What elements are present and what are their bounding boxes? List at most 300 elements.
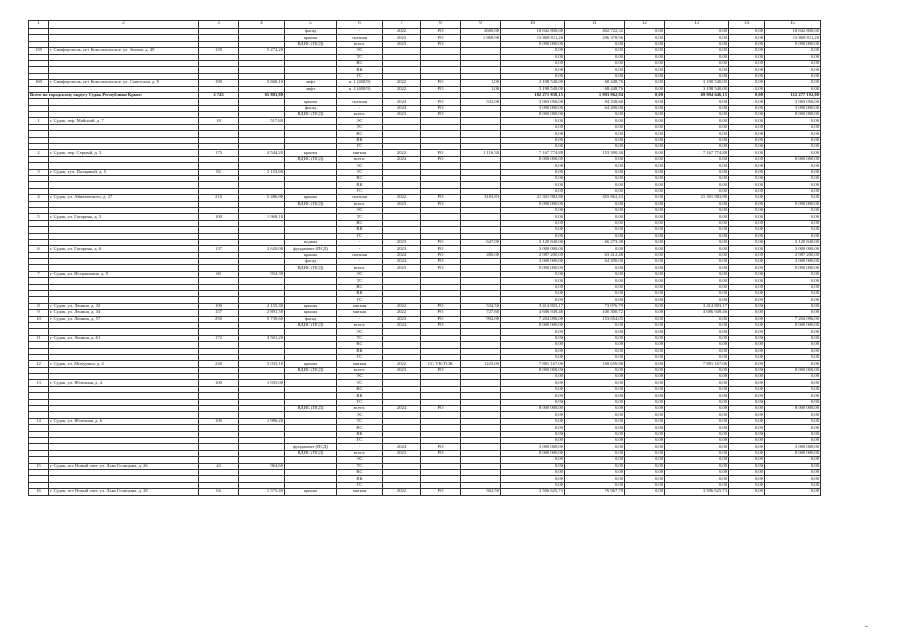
- table-cell-col-14: 0,00: [729, 214, 765, 220]
- table-cell-col-4: 2 152,68: [239, 169, 285, 175]
- table-cell-col-8: РО: [421, 259, 461, 265]
- table-cell-col-3: 139: [199, 48, 239, 54]
- table-cell-col-15: 7 204 096,00: [765, 316, 821, 322]
- table-cell-col-10: 8 000 000,00: [501, 406, 565, 412]
- table-cell-col-11: 0,00: [565, 342, 625, 348]
- table-cell-col-6: ТС: [337, 54, 383, 60]
- column-number-header-row: [29, 21, 821, 29]
- table-cell-col-9: 992,00: [461, 316, 501, 322]
- table-cell-col-6: ГС: [337, 438, 383, 444]
- column-header-4: 4: [239, 21, 285, 29]
- table-cell-col-15: 0,00: [765, 124, 821, 130]
- table-cell-col-14: 0,00: [729, 386, 765, 392]
- table-cell-col-6: ВК: [337, 431, 383, 437]
- table-cell-col-6: ТС: [337, 463, 383, 469]
- table-cell-col-11: 153 654,05: [565, 316, 625, 322]
- table-cell-col-13: 0,00: [665, 348, 729, 354]
- table-cell-col-11: 0,00: [565, 112, 625, 118]
- table-cell-col-12: 0,00: [625, 489, 665, 495]
- table-cell-col-11: 0,00: [565, 329, 625, 335]
- table-cell-col-15: 8 000 000,00: [765, 112, 821, 118]
- table-cell-col-12: 0,00: [625, 367, 665, 373]
- table-cell-col-12: 0,00: [625, 265, 665, 271]
- table-cell-col-11: 0,00: [565, 67, 625, 73]
- table-cell-col-14: 0,00: [729, 118, 765, 124]
- table-cell-col-1: 12: [29, 361, 49, 367]
- table-cell-col-3: 175: [199, 150, 239, 156]
- table-cell-col-12: 0,00: [625, 124, 665, 130]
- table-cell-col-15: 0,00: [765, 233, 821, 239]
- table-cell-col-13: 69 994 646,15: [665, 92, 729, 98]
- table-cell-col-14: 0,00: [729, 86, 765, 92]
- table-cell-col-13: 0,00: [665, 144, 729, 150]
- table-cell-col-13: 0,00: [665, 201, 729, 207]
- table-cell-col-2: г. Судак, ул. Айвазовского, д. 27: [49, 195, 199, 201]
- table-cell-col-15: 0,00: [765, 118, 821, 124]
- table-cell-col-15: 0,00: [765, 188, 821, 194]
- table-cell-col-13: 7 881 167,06: [665, 361, 729, 367]
- table-cell-col-4: 4 544,20: [239, 150, 285, 156]
- table-cell-col-10: 0,00: [501, 412, 565, 418]
- table-cell-col-5: фасад: [285, 29, 337, 35]
- table-cell-col-14: 0,00: [729, 482, 765, 488]
- table-cell-col-3: 100: [199, 214, 239, 220]
- table-cell-col-14: 0,00: [729, 418, 765, 424]
- table-cell-col-12: 0,00: [625, 412, 665, 418]
- table-cell-col-12: 0,00: [625, 271, 665, 277]
- table-cell-col-5: крыша: [285, 489, 337, 495]
- table-cell-col-15: 0,00: [765, 137, 821, 143]
- table-cell-col-12: 0,00: [625, 35, 665, 41]
- table-cell-col-13: 0,00: [665, 246, 729, 252]
- table-cell-col-15: 0,00: [765, 175, 821, 181]
- table-cell-col-3: 100: [199, 418, 239, 424]
- table-cell-col-14: 0,00: [729, 54, 765, 60]
- table-cell-col-14: 0,00: [729, 380, 765, 386]
- table-cell-col-15: 0,00: [765, 54, 821, 60]
- table-cell-col-7: 2023: [383, 246, 421, 252]
- table-cell-col-12: 0,00: [625, 354, 665, 360]
- table-cell-col-15: 0,00: [765, 329, 821, 335]
- table-cell-col-12: 0,00: [625, 214, 665, 220]
- table-cell-col-8: РО: [421, 239, 461, 245]
- table-cell-col-4: 1 575,40: [239, 489, 285, 495]
- table-cell-col-12: 0,00: [625, 220, 665, 226]
- table-cell-col-13: 0,00: [665, 259, 729, 265]
- table-cell-col-1: 2: [29, 150, 49, 156]
- table-cell-col-1: 4: [29, 195, 49, 201]
- table-cell-col-9: 400,00: [461, 252, 501, 258]
- table-cell-col-13: 0,00: [665, 124, 729, 130]
- table-cell-col-12: 0,00: [625, 105, 665, 111]
- table-cell-col-12: 0,00: [625, 393, 665, 399]
- table-cell-col-12: 0,00: [625, 246, 665, 252]
- table-body: [29, 21, 821, 496]
- table-cell-col-14: 0,00: [729, 316, 765, 322]
- table-cell-col-13: 0,00: [665, 131, 729, 137]
- table-cell-col-7: 2024: [383, 444, 421, 450]
- table-cell-col-6: всего:: [337, 41, 383, 47]
- table-cell-col-1: 8: [29, 303, 49, 309]
- table-cell-col-6: ТС: [337, 278, 383, 284]
- table-cell-col-13: 0,00: [665, 207, 729, 213]
- table-cell-col-15: 3 965 056,00: [765, 99, 821, 105]
- table-cell-col-7: 2023: [383, 201, 421, 207]
- table-cell-col-6: ЭС: [337, 207, 383, 213]
- table-cell-col-8: РО: [421, 246, 461, 252]
- table-cell-col-10: 0,00: [501, 386, 565, 392]
- table-cell-col-10: 0,00: [501, 233, 565, 239]
- table-cell-col-6: скатная: [337, 195, 383, 201]
- table-cell-col-6: ГС: [337, 354, 383, 360]
- column-header-1: 1: [29, 21, 49, 29]
- table-cell-col-6: -: [337, 246, 383, 252]
- table-cell-col-7: 2022: [383, 150, 421, 156]
- table-cell-col-11: 0,00: [565, 482, 625, 488]
- table-cell-col-7: 2023: [383, 316, 421, 322]
- table-cell-col-12: 0,00: [625, 195, 665, 201]
- table-cell-col-6: ТС: [337, 418, 383, 424]
- table-cell-col-4: 5 274,20: [239, 48, 285, 54]
- table-cell-col-14: 0,00: [729, 348, 765, 354]
- table-cell-col-11: 0,00: [565, 386, 625, 392]
- table-cell-col-6: ВС: [337, 386, 383, 392]
- table-cell-col-13: 0,00: [665, 99, 729, 105]
- table-cell-col-6: мягкая: [337, 303, 383, 309]
- table-cell-col-12: 0,00: [625, 335, 665, 341]
- table-cell-col-12: 0,00: [625, 406, 665, 412]
- table-cell-col-7: 2023: [383, 112, 421, 118]
- total-label: Всего по городскому округу Судак Республики Крым:: [29, 92, 199, 98]
- table-cell-col-1: 159: [29, 48, 49, 54]
- table-cell-col-12: 0,00: [625, 233, 665, 239]
- table-cell-col-6: ГС: [337, 73, 383, 79]
- column-header-5: 5: [285, 21, 337, 29]
- table-cell-col-5: ВДИС (ПСД): [285, 450, 337, 456]
- table-cell-col-14: 0,00: [729, 374, 765, 380]
- table-cell-col-15: 3 000 000,00: [765, 246, 821, 252]
- table-cell-col-5: крыша: [285, 35, 337, 41]
- table-cell-col-13: 0,00: [665, 476, 729, 482]
- table-cell-col-14: 0,00: [729, 80, 765, 86]
- table-cell-col-11: 0,00: [565, 463, 625, 469]
- table-cell-col-11: 0,00: [565, 54, 625, 60]
- table-cell-col-12: 0,00: [625, 310, 665, 316]
- table-cell-col-8: РО: [421, 29, 461, 35]
- table-cell-col-13: 0,00: [665, 41, 729, 47]
- table-cell-col-5: ВДИС (ПСД): [285, 322, 337, 328]
- table-cell-col-10: 8 000 000,00: [501, 112, 565, 118]
- table-cell-col-14: 0,00: [729, 322, 765, 328]
- table-cell-col-15: 0,00: [765, 310, 821, 316]
- table-cell-col-5: крыша: [285, 195, 337, 201]
- table-cell-col-12: 0,00: [625, 92, 665, 98]
- table-cell-col-3: 2 743: [199, 92, 239, 98]
- table-cell-col-7: 2022: [383, 86, 421, 92]
- table-cell-col-5: фундамент (ПСД): [285, 444, 337, 450]
- table-cell-col-12: 0,00: [625, 86, 665, 92]
- table-cell-col-11: 0,00: [565, 431, 625, 437]
- table-cell-col-15: 2 987 200,00: [765, 252, 821, 258]
- table-cell-col-14: 0,00: [729, 271, 765, 277]
- table-cell-col-12: 0,00: [625, 361, 665, 367]
- table-cell-col-5: фасад: [285, 105, 337, 111]
- table-cell-col-14: 0,00: [729, 297, 765, 303]
- table-cell-col-10: 3 120 840,00: [501, 239, 565, 245]
- table-cell-col-4: 1 968,10: [239, 214, 285, 220]
- table-cell-col-13: 0,00: [665, 457, 729, 463]
- table-cell-col-12: 0,00: [625, 67, 665, 73]
- table-cell-col-6: -: [337, 239, 383, 245]
- table-cell-col-1: 160: [29, 80, 49, 86]
- table-cell-col-10: 0,00: [501, 329, 565, 335]
- table-cell-col-3: 100: [199, 380, 239, 386]
- table-cell-col-14: 0,00: [729, 35, 765, 41]
- table-cell-col-14: 0,00: [729, 310, 765, 316]
- table-cell-col-10: 0,00: [501, 354, 565, 360]
- table-cell-col-10: 0,00: [501, 214, 565, 220]
- table-cell-col-14: 0,00: [729, 278, 765, 284]
- table-cell-col-12: 0,00: [625, 163, 665, 169]
- table-cell-col-12: 0,00: [625, 342, 665, 348]
- table-cell-col-11: 0,00: [565, 322, 625, 328]
- table-cell-col-14: 0,00: [729, 406, 765, 412]
- table-cell-col-3: 250: [199, 316, 239, 322]
- table-cell-col-15: 0,00: [765, 220, 821, 226]
- column-header-2: 2: [49, 21, 199, 29]
- table-cell-col-4: 3 501,20: [239, 335, 285, 341]
- table-cell-col-12: 0,00: [625, 60, 665, 66]
- table-cell-col-11: 455 862,43: [565, 195, 625, 201]
- table-cell-col-12: 0,00: [625, 73, 665, 79]
- table-cell-col-13: 0,00: [665, 118, 729, 124]
- table-cell-col-14: 0,00: [729, 112, 765, 118]
- table-cell-col-15: 0,00: [765, 457, 821, 463]
- table-cell-col-10: 3 000 000,00: [501, 246, 565, 252]
- table-cell-col-12: 0,00: [625, 239, 665, 245]
- table-cell-col-10: 7 881 167,06: [501, 361, 565, 367]
- table-cell-col-11: 0,00: [565, 207, 625, 213]
- table-cell-col-5: фасад: [285, 259, 337, 265]
- table-cell-col-5: ВДИС (ПСД): [285, 156, 337, 162]
- table-cell-col-2: г. Судак, туп. Полярный, д. 5: [49, 169, 199, 175]
- table-cell-col-14: 0,00: [729, 457, 765, 463]
- column-header-13: 13: [665, 21, 729, 29]
- table-cell-col-14: 0,00: [729, 41, 765, 47]
- table-cell-col-6: всего:: [337, 406, 383, 412]
- table-cell-col-3: 210: [199, 195, 239, 201]
- table-cell-col-6: ВС: [337, 284, 383, 290]
- table-cell-col-13: 4 686 949,46: [665, 310, 729, 316]
- table-cell-col-3: 230: [199, 361, 239, 367]
- table-cell-col-10: 0,00: [501, 144, 565, 150]
- table-cell-col-2: г. Симферополь, пгт Комсомольское, ул. Советская, д. 8: [49, 80, 199, 86]
- table-cell-col-8: РО: [421, 444, 461, 450]
- table-cell-col-14: 0,00: [729, 463, 765, 469]
- table-cell-col-11: 0,00: [565, 348, 625, 354]
- table-cell-col-15: 0,00: [765, 284, 821, 290]
- table-cell-col-2: г. Судак, ул. Ленина, д. 57: [49, 316, 199, 322]
- table-cell-col-8: РО: [421, 316, 461, 322]
- table-cell-col-14: 0,00: [729, 182, 765, 188]
- table-cell-col-12: 0,00: [625, 438, 665, 444]
- table-cell-col-6: скатная: [337, 99, 383, 105]
- table-cell-col-3: 44: [199, 463, 239, 469]
- table-cell-col-13: 0,00: [665, 329, 729, 335]
- table-cell-col-15: 0,00: [765, 482, 821, 488]
- table-cell-col-13: 0,00: [665, 386, 729, 392]
- table-cell-col-5: ВДИС (ПСД): [285, 201, 337, 207]
- table-cell-col-7: 2024: [383, 259, 421, 265]
- table-cell-col-7: 2024: [383, 322, 421, 328]
- table-cell-col-8: РО: [421, 112, 461, 118]
- table-cell-col-10: 8 000 000,00: [501, 367, 565, 373]
- table-cell-col-7: 2024: [383, 105, 421, 111]
- table-cell-col-12: 0,00: [625, 99, 665, 105]
- table-cell-col-15: 0,00: [765, 195, 821, 201]
- table-cell-col-6: -: [337, 444, 383, 450]
- table-cell-col-12: 0,00: [625, 227, 665, 233]
- table-cell-col-12: 0,00: [625, 80, 665, 86]
- table-cell-col-11: 0,00: [565, 278, 625, 284]
- table-cell-col-11: 0,00: [565, 188, 625, 194]
- table-cell-col-11: 0,00: [565, 291, 625, 297]
- table-cell-col-10: 18 842 800,00: [501, 29, 565, 35]
- table-cell-col-12: 0,00: [625, 386, 665, 392]
- table-cell-col-6: ЭС: [337, 163, 383, 169]
- table-cell-col-14: 0,00: [729, 99, 765, 105]
- table-cell-col-14: 0,00: [729, 335, 765, 341]
- table-cell-col-6: всего:: [337, 156, 383, 162]
- table-cell-col-13: 0,00: [665, 239, 729, 245]
- table-cell-col-12: 0,00: [625, 329, 665, 335]
- table-cell-col-9: 562,50: [461, 489, 501, 495]
- table-cell-col-3: 82: [199, 169, 239, 175]
- table-cell-col-13: 0,00: [665, 60, 729, 66]
- table-cell-col-4: 5 033,10: [239, 361, 285, 367]
- column-header-14: 14: [729, 21, 765, 29]
- table-cell-col-6: ВК: [337, 291, 383, 297]
- table-cell-col-12: 0,00: [625, 291, 665, 297]
- table-cell-col-11: 402 722,32: [565, 29, 625, 35]
- table-cell-col-3: 64: [199, 489, 239, 495]
- table-cell-col-4: 65 803,88: [239, 92, 285, 98]
- table-cell-col-8: РО: [421, 303, 461, 309]
- table-cell-col-14: 0,00: [729, 220, 765, 226]
- table-cell-col-10: 0,00: [501, 284, 565, 290]
- table-cell-col-14: 0,00: [729, 201, 765, 207]
- table-cell-col-6: всего:: [337, 201, 383, 207]
- table-cell-col-2: г. Симферополь, пгт Комсомольское, ул. Зелена, д. 49: [49, 48, 199, 54]
- table-cell-col-10: 3 965 056,00: [501, 99, 565, 105]
- table-cell-col-14: 0,00: [729, 469, 765, 475]
- table-cell-col-3: 157: [199, 310, 239, 316]
- table-cell-col-7: 2022: [383, 29, 421, 35]
- table-cell-col-1: 13: [29, 380, 49, 386]
- table-cell-col-13: 0,00: [665, 220, 729, 226]
- table-cell-col-13: 7 167 774,88: [665, 150, 729, 156]
- table-cell-col-11: 0,00: [565, 271, 625, 277]
- table-cell-col-14: 0,00: [729, 137, 765, 143]
- table-cell-col-7: 2023: [383, 239, 421, 245]
- table-cell-col-13: 0,00: [665, 54, 729, 60]
- table-cell-col-11: 64 200,00: [565, 259, 625, 265]
- table-cell-col-11: 63 412,48: [565, 252, 625, 258]
- table-cell-col-6: ГС: [337, 399, 383, 405]
- table-cell-col-11: 0,00: [565, 380, 625, 386]
- table-cell-col-10: 2 987 200,00: [501, 252, 565, 258]
- table-cell-col-6: ВС: [337, 469, 383, 475]
- table-cell-col-11: 0,00: [565, 265, 625, 271]
- table-cell-col-6: мягкая: [337, 150, 383, 156]
- table-cell-col-6: ВК: [337, 476, 383, 482]
- table-cell-col-6: скатная: [337, 35, 383, 41]
- table-cell-col-15: 0,00: [765, 271, 821, 277]
- table-cell-col-4: 2 620,00: [239, 246, 285, 252]
- table-cell-col-15: 0,00: [765, 399, 821, 405]
- table-cell-col-8: РО: [421, 252, 461, 258]
- table-cell-col-15: 8 000 000,00: [765, 367, 821, 373]
- table-cell-col-13: 0,00: [665, 444, 729, 450]
- table-cell-col-12: 0,00: [625, 156, 665, 162]
- table-cell-col-12: 0,00: [625, 418, 665, 424]
- table-cell-col-15: 0,00: [765, 48, 821, 54]
- table-cell-col-13: 0,00: [665, 297, 729, 303]
- table-cell-col-10: 0,00: [501, 393, 565, 399]
- table-cell-col-13: 0,00: [665, 342, 729, 348]
- table-cell-col-13: 0,00: [665, 175, 729, 181]
- table-cell-col-11: 0,00: [565, 73, 625, 79]
- table-cell-col-11: 168 656,98: [565, 361, 625, 367]
- table-cell-col-10: 0,00: [501, 188, 565, 194]
- table-cell-col-13: 0,00: [665, 393, 729, 399]
- table-cell-col-8: РО: [421, 195, 461, 201]
- table-cell-col-11: 0,00: [565, 48, 625, 54]
- table-cell-col-6: скатная: [337, 252, 383, 258]
- table-cell-col-10: 0,00: [501, 425, 565, 431]
- table-cell-col-14: 0,00: [729, 399, 765, 405]
- table-cell-col-15: 0,00: [765, 163, 821, 169]
- table-cell-col-15: 0,00: [765, 297, 821, 303]
- table-cell-col-15: 0,00: [765, 476, 821, 482]
- table-cell-col-10: 0,00: [501, 278, 565, 284]
- table-cell-col-2: г. Судак, ул. Истрашкина, д. 9: [49, 271, 199, 277]
- table-cell-col-6: ГС: [337, 233, 383, 239]
- table-cell-col-6: всего:: [337, 265, 383, 271]
- table-cell-col-6: ТС: [337, 124, 383, 130]
- table-cell-col-8: РО: [421, 201, 461, 207]
- table-cell-col-11: 0,00: [565, 60, 625, 66]
- table-cell-col-12: 0,00: [625, 150, 665, 156]
- table-cell-col-15: 8 000 000,00: [765, 156, 821, 162]
- table-cell-col-13: 0,00: [665, 35, 729, 41]
- table-cell-col-6: ТС: [337, 169, 383, 175]
- table-cell-col-11: 0,00: [565, 163, 625, 169]
- table-cell-col-8: РО: [421, 489, 461, 495]
- table-cell-col-9: 534,50: [461, 303, 501, 309]
- table-cell-col-11: 0,00: [565, 457, 625, 463]
- table-cell-col-12: 0,00: [625, 450, 665, 456]
- table-cell-col-14: 0,00: [729, 233, 765, 239]
- table-cell-col-14: 0,00: [729, 175, 765, 181]
- table-cell-col-14: 0,00: [729, 195, 765, 201]
- table-cell-col-10: 8 000 000,00: [501, 156, 565, 162]
- table-cell-col-7: 2023: [383, 367, 421, 373]
- table-cell-col-7: 2023: [383, 450, 421, 456]
- table-cell-col-13: 0,00: [665, 156, 729, 162]
- table-cell-col-10: 0,00: [501, 137, 565, 143]
- table-cell-col-14: 0,00: [729, 207, 765, 213]
